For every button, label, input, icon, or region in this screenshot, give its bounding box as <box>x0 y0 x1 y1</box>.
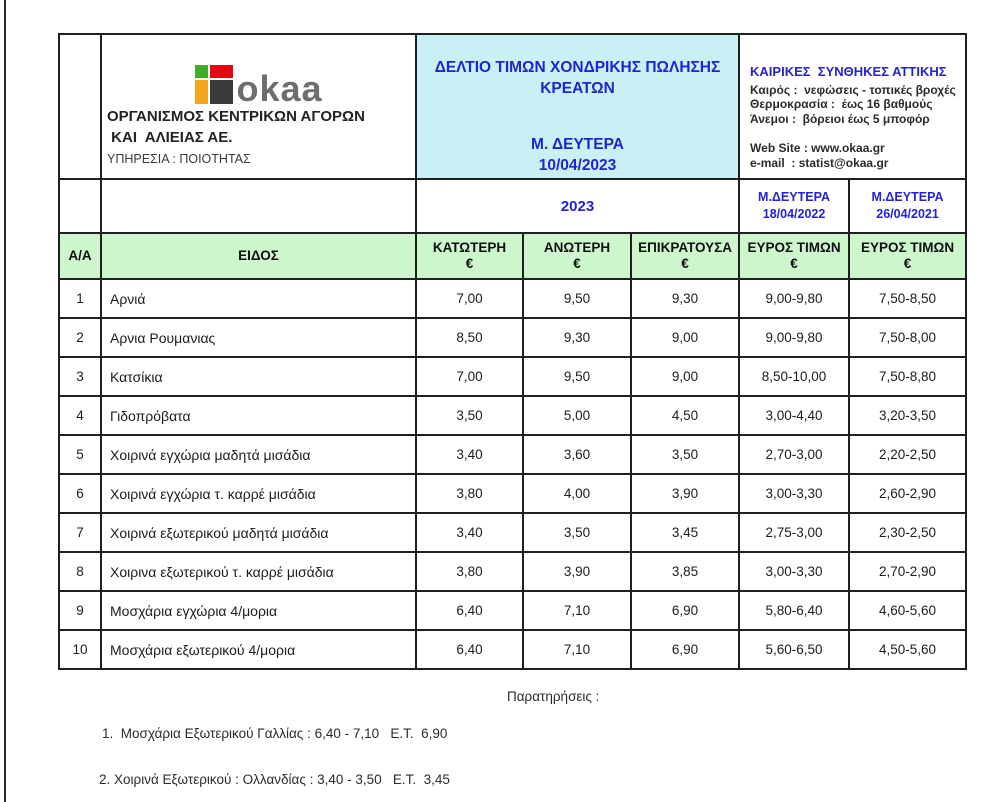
max-price-cell: 5,00 <box>523 396 631 435</box>
logo-square-green <box>195 65 208 78</box>
row-number-cell: 9 <box>59 591 101 630</box>
website-text: Web Site : www.okaa.gr <box>750 141 885 156</box>
column-header-species: ΕΙΔΟΣ <box>101 233 416 279</box>
max-price-cell: 7,10 <box>523 630 631 669</box>
range-2021-cell: 4,60-5,60 <box>849 591 966 630</box>
page-scan-edge-line <box>4 0 6 802</box>
species-cell: Χοιρινά εγχώρια μαδητά μισάδια <box>101 435 416 474</box>
max-price-cell: 4,00 <box>523 474 631 513</box>
species-cell: Αρνια Ρουμανιας <box>101 318 416 357</box>
table-row <box>59 435 966 474</box>
row-number-cell: 5 <box>59 435 101 474</box>
price-bulletin-sheet <box>58 33 967 670</box>
note-1: 1. Μοσχάρια Εξωτερικού Γαλλίας : 6,40 - 7,10 Ε.Τ. 6,90 <box>102 726 448 741</box>
euro-symbol: € <box>465 256 474 271</box>
notes-title: Παρατηρήσεις : <box>507 689 600 704</box>
euro-symbol: € <box>903 256 912 271</box>
prevailing-price-cell: 3,85 <box>631 552 739 591</box>
range-2021-cell: 7,50-8,50 <box>849 279 966 318</box>
range-2021-cell: 4,50-5,60 <box>849 630 966 669</box>
min-price-cell: 3,80 <box>416 552 523 591</box>
logo-square-red <box>210 65 233 78</box>
row-number-cell: 1 <box>59 279 101 318</box>
bulletin-title-line2: ΚΡΕΑΤΩΝ <box>540 79 615 97</box>
min-price-cell: 3,50 <box>416 396 523 435</box>
max-price-cell: 7,10 <box>523 591 631 630</box>
table-row <box>59 552 966 591</box>
euro-symbol: € <box>681 256 689 271</box>
table-row <box>59 630 966 669</box>
species-cell: Γιδοπρόβατα <box>101 396 416 435</box>
prevailing-price-cell: 9,00 <box>631 357 739 396</box>
table-row <box>59 396 966 435</box>
species-cell: Χοιρινά εξωτερικού μαδητά μισάδια <box>101 513 416 552</box>
table-row <box>59 591 966 630</box>
organization-name-line1: ΟΡΓΑΝΙΣΜΟΣ ΚΕΝΤΡΙΚΩΝ ΑΓΟΡΩΝ <box>107 108 365 125</box>
euro-symbol: € <box>573 256 581 271</box>
year-row-empty-aa <box>59 179 101 233</box>
range-2022-cell: 2,75-3,00 <box>739 513 849 552</box>
range-2021-cell: 2,60-2,90 <box>849 474 966 513</box>
row-number-cell: 7 <box>59 513 101 552</box>
range-2021-cell: 7,50-8,00 <box>849 318 966 357</box>
min-price-cell: 3,40 <box>416 435 523 474</box>
species-cell: Μοσχάρια εγχώρια 4/μορια <box>101 591 416 630</box>
max-price-cell: 3,60 <box>523 435 631 474</box>
range-2022-cell: 2,70-3,00 <box>739 435 849 474</box>
email-text: e-mail : statist@okaa.gr <box>750 155 889 170</box>
min-price-cell: 6,40 <box>416 630 523 669</box>
max-price-cell: 3,90 <box>523 552 631 591</box>
prevailing-price-cell: 9,00 <box>631 318 739 357</box>
min-price-cell: 3,40 <box>416 513 523 552</box>
species-cell: Χοιρινά εγχώρια τ. καρρέ μισάδια <box>101 474 416 513</box>
weather-conditions: Καιρός : νεφώσεις - τοπικές βροχές <box>750 82 956 97</box>
note-2: 2. Χοιρινά Εξωτερικού : Ολλανδίας : 3,40 - 3,50 Ε.Τ. 3,45 <box>99 772 450 787</box>
compare-2022-day: Μ.ΔΕΥΤΕΡΑ <box>758 190 831 204</box>
range-2022-cell: 3,00-3,30 <box>739 552 849 591</box>
prevailing-price-cell: 3,45 <box>631 513 739 552</box>
row-number-cell: 6 <box>59 474 101 513</box>
row-number-cell: 10 <box>59 630 101 669</box>
compare-2022-date: 18/04/2022 <box>762 207 826 221</box>
logo-square-orange <box>195 80 208 104</box>
prevailing-price-cell: 4,50 <box>631 396 739 435</box>
range-2021-cell: 3,20-3,50 <box>849 396 966 435</box>
weather-cell <box>739 34 966 179</box>
min-price-cell: 6,40 <box>416 591 523 630</box>
weather-winds: Άνεμοι : βόρειοι έως 5 μποφόρ <box>750 111 930 126</box>
column-header-aa: Α/Α <box>59 233 101 279</box>
row-number-cell: 2 <box>59 318 101 357</box>
table-row <box>59 474 966 513</box>
range-2022-cell: 3,00-4,40 <box>739 396 849 435</box>
species-cell: Αρνιά <box>101 279 416 318</box>
table-row <box>59 318 966 357</box>
header-band-row <box>59 34 966 179</box>
max-price-cell: 3,50 <box>523 513 631 552</box>
okaa-logo-squares-icon <box>195 65 233 104</box>
prevailing-price-cell: 3,90 <box>631 474 739 513</box>
column-header-range-2021-label: ΕΥΡΟΣ ΤΙΜΩΝ <box>860 240 955 255</box>
range-2022-cell: 9,00-9,80 <box>739 279 849 318</box>
range-2021-cell: 2,30-2,50 <box>849 513 966 552</box>
range-2021-cell: 7,50-8,80 <box>849 357 966 396</box>
weather-temperature: Θερμοκρασία : έως 16 βαθμούς <box>750 97 933 112</box>
max-price-cell: 9,30 <box>523 318 631 357</box>
column-header-row <box>59 233 966 279</box>
compare-date-2022 <box>739 179 849 233</box>
species-cell: Κατσίκια <box>101 357 416 396</box>
table-row <box>59 357 966 396</box>
price-bulletin-table <box>58 33 967 670</box>
header-empty-cell <box>59 34 101 179</box>
bulletin-date: 10/04/2023 <box>538 156 617 174</box>
min-price-cell: 8,50 <box>416 318 523 357</box>
compare-date-2021 <box>849 179 966 233</box>
column-header-min <box>416 233 523 279</box>
prevailing-price-cell: 3,50 <box>631 435 739 474</box>
organization-department: ΥΠΗΡΕΣΙΑ : ΠΟΙΟΤΗΤΑΣ <box>107 152 251 166</box>
range-2022-cell: 8,50-10,00 <box>739 357 849 396</box>
max-price-cell: 9,50 <box>523 279 631 318</box>
current-year-label: 2023 <box>416 179 739 233</box>
row-number-cell: 4 <box>59 396 101 435</box>
organization-cell <box>101 34 416 179</box>
weather-title: ΚΑΙΡΙΚΕΣ ΣΥΝΘΗΚΕΣ ΑΤΤΙΚΗΣ <box>750 63 947 79</box>
max-price-cell: 9,50 <box>523 357 631 396</box>
species-cell: Χοιρινα εξωτερικού τ. καρρέ μισάδια <box>101 552 416 591</box>
compare-2021-day: Μ.ΔΕΥΤΕΡΑ <box>871 190 944 204</box>
range-2022-cell: 5,80-6,40 <box>739 591 849 630</box>
column-header-max <box>523 233 631 279</box>
column-header-max-label: ΑΝΩΤΕΡΗ <box>543 240 611 255</box>
range-2022-cell: 5,60-6,50 <box>739 630 849 669</box>
table-row <box>59 513 966 552</box>
column-header-min-label: ΚΑΤΩΤΕΡΗ <box>432 240 507 255</box>
organization-name-line2: ΚΑΙ ΑΛΙΕΙΑΣ ΑΕ. <box>107 129 233 146</box>
min-price-cell: 3,80 <box>416 474 523 513</box>
column-header-range-2022 <box>739 233 849 279</box>
min-price-cell: 7,00 <box>416 357 523 396</box>
row-number-cell: 3 <box>59 357 101 396</box>
range-2021-cell: 2,70-2,90 <box>849 552 966 591</box>
bulletin-day: Μ. ΔΕΥΤΕΡΑ <box>531 135 624 153</box>
year-row <box>59 179 966 233</box>
range-2022-cell: 3,00-3,30 <box>739 474 849 513</box>
okaa-logo-text: okaa <box>236 68 323 109</box>
column-header-prevailing <box>631 233 739 279</box>
min-price-cell: 7,00 <box>416 279 523 318</box>
compare-2021-date: 26/04/2021 <box>876 207 939 221</box>
prevailing-price-cell: 6,90 <box>631 591 739 630</box>
prevailing-price-cell: 9,30 <box>631 279 739 318</box>
table-row <box>59 279 966 318</box>
column-header-prevailing-label: ΕΠΙΚΡΑΤΟΥΣΑ <box>638 240 732 255</box>
range-2021-cell: 2,20-2,50 <box>849 435 966 474</box>
row-number-cell: 8 <box>59 552 101 591</box>
column-header-range-2022-label: ΕΥΡΟΣ ΤΙΜΩΝ <box>747 240 841 255</box>
bulletin-title-cell <box>416 34 739 179</box>
prevailing-price-cell: 6,90 <box>631 630 739 669</box>
bulletin-title-line1: ΔΕΛΤΙΟ ΤΙΜΩΝ ΧΟΝΔΡΙΚΗΣ ΠΩΛΗΣΗΣ <box>434 58 721 76</box>
range-2022-cell: 9,00-9,80 <box>739 318 849 357</box>
year-row-empty-species <box>101 179 416 233</box>
logo-square-dark <box>210 80 233 104</box>
euro-symbol: € <box>790 256 798 271</box>
column-header-range-2021 <box>849 233 966 279</box>
species-cell: Μοσχάρια εξωτερικού 4/μορια <box>101 630 416 669</box>
okaa-logo <box>107 65 411 109</box>
